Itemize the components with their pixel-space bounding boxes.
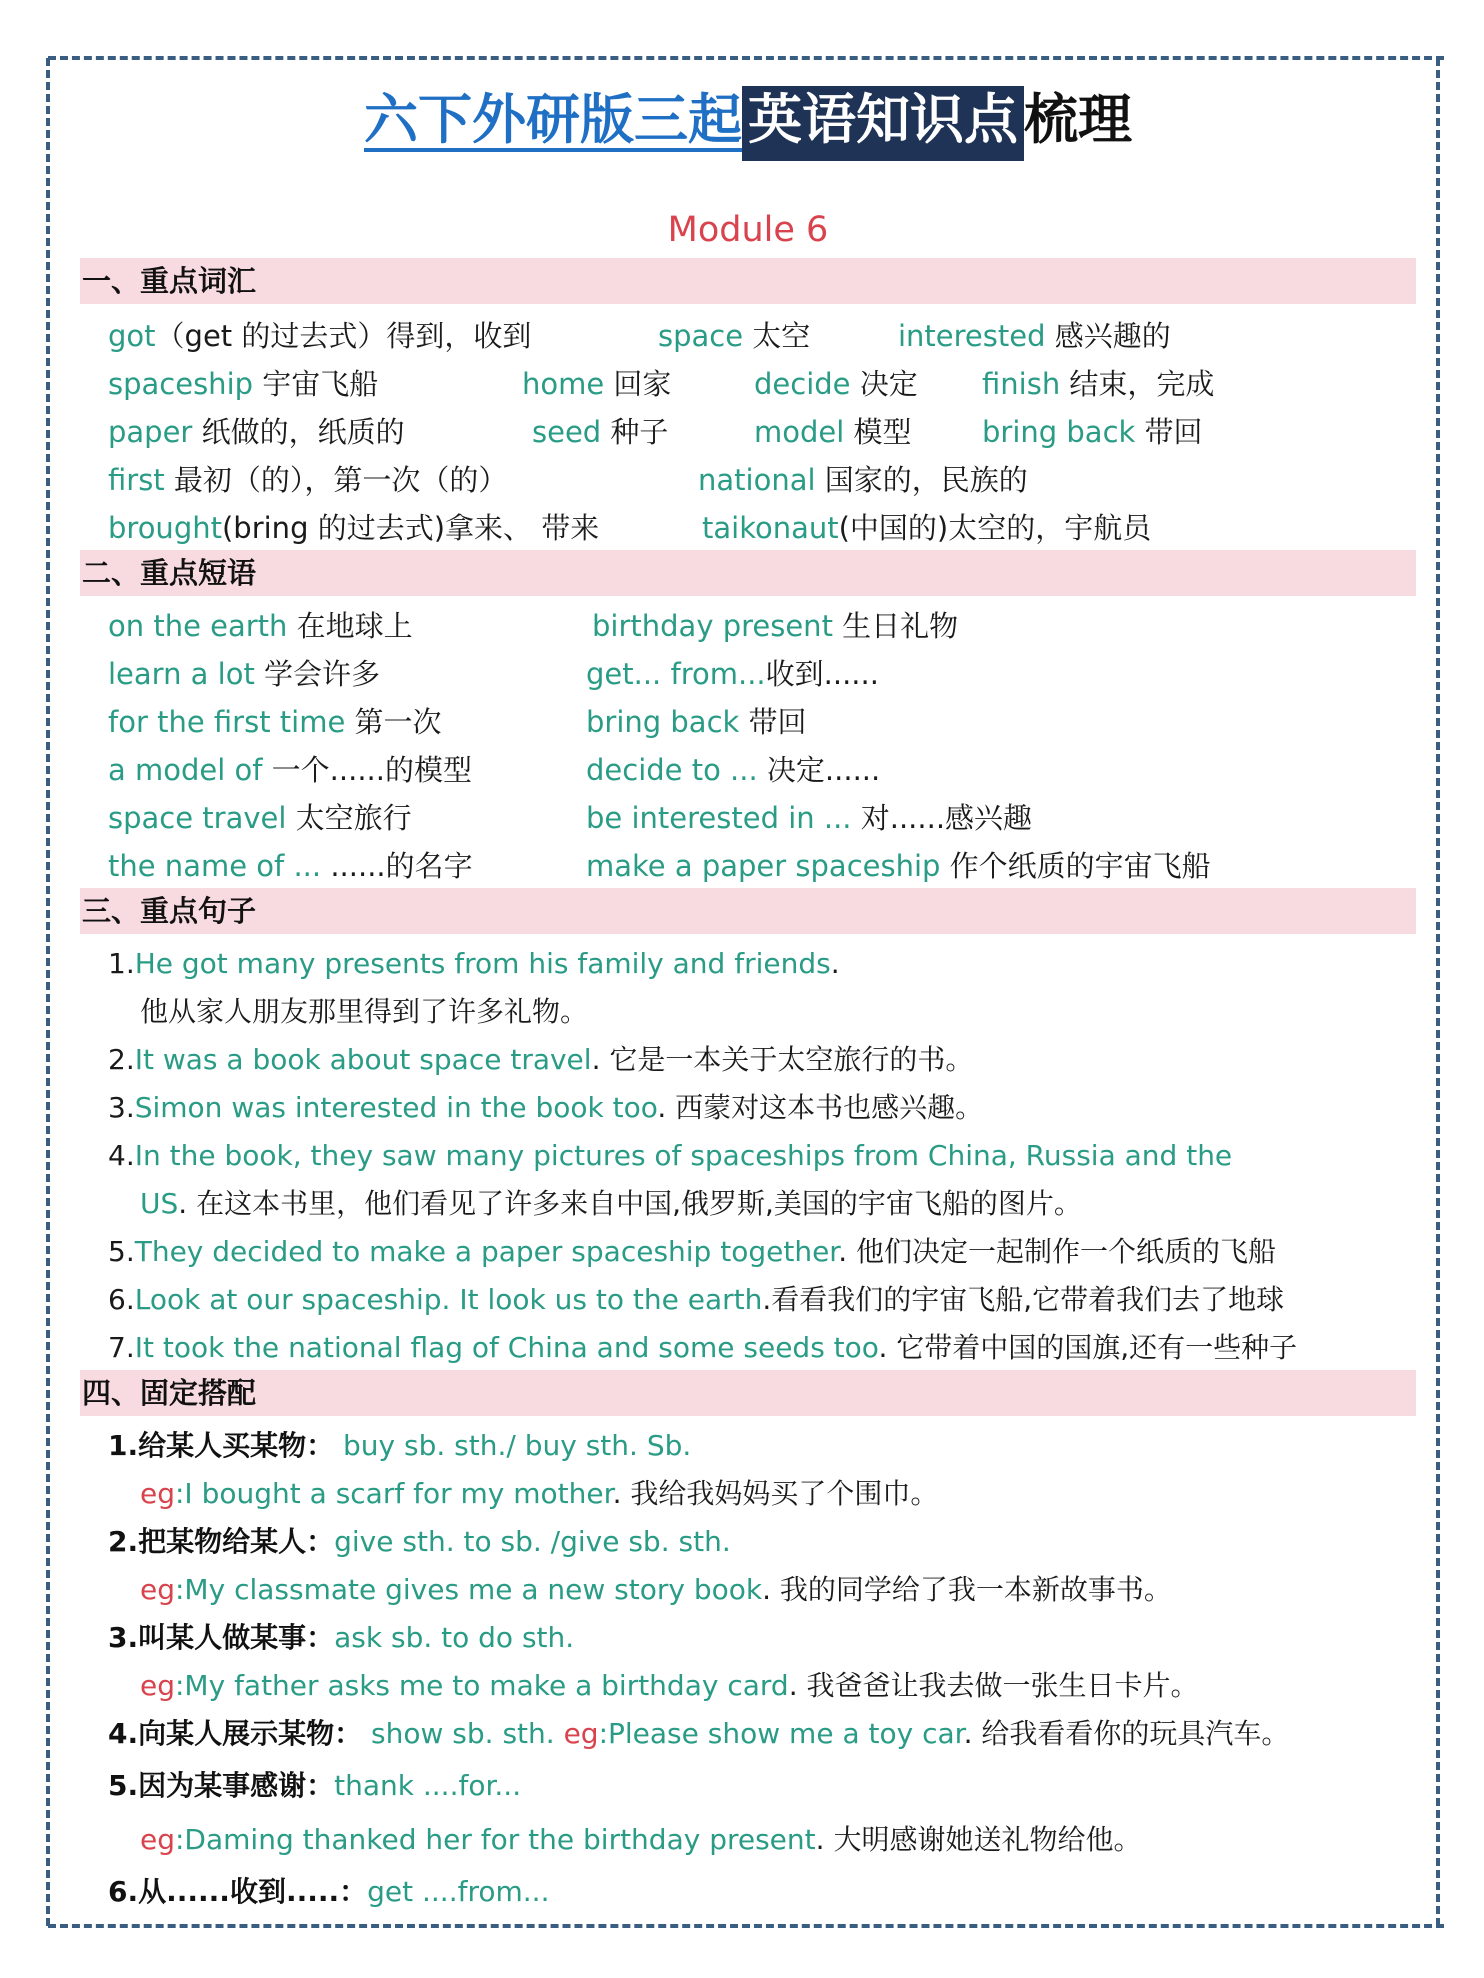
sentence-translation: 他从家人朋友那里得到了许多礼物。 <box>140 995 589 1028</box>
title-part-2: 英语知识点 <box>742 86 1024 153</box>
vocab-item: national 国家的，民族的 <box>698 463 1028 497</box>
module-heading: Module 6 <box>667 210 829 250</box>
phrase-item: the name of ... ......的名字 <box>108 849 473 883</box>
collocation-example: eg:Daming thanked her for the birthday present. 大明感谢她送礼物给他。 <box>140 1823 1142 1856</box>
sentence-item: 4.In the book, they saw many pictures of spaceships from China, Russia and the <box>108 1139 1233 1172</box>
title-part-3: 梳理 <box>1024 88 1132 151</box>
sentence-item: 7.It took the national flag of China and some seeds too. 它带着中国的国旗,还有一些种子 <box>108 1331 1298 1364</box>
frame-border-bottom <box>48 1924 1444 1928</box>
vocab-item: spaceship 宇宙飞船 <box>108 367 379 401</box>
phrase-item: for the first time 第一次 <box>108 705 442 739</box>
phrase-item: get... from...收到...... <box>586 657 879 691</box>
phrase-item: space travel 太空旅行 <box>108 801 412 835</box>
section-heading-collocations: 四、固定搭配 <box>80 1370 1416 1416</box>
sentence-item: 6.Look at our spaceship. It look us to the earth.看看我们的宇宙飞船,它带着我们去了地球 <box>108 1283 1285 1316</box>
collocation-item: 3.叫某人做某事：ask sb. to do sth. <box>108 1621 575 1654</box>
phrase-item: bring back 带回 <box>586 705 807 739</box>
collocation-example: eg:My father asks me to make a birthday card. 我爸爸让我去做一张生日卡片。 <box>140 1669 1199 1702</box>
vocab-item: interested 感兴趣的 <box>898 319 1171 353</box>
section-heading-phrases: 二、重点短语 <box>80 550 1416 596</box>
vocab-item: taikonaut(中国的)太空的，宇航员 <box>702 511 1152 545</box>
vocab-item: paper 纸做的，纸质的 <box>108 415 405 449</box>
collocation-item: 6.从......收到.....：get ....from... <box>108 1875 550 1908</box>
title-part-1: 六下外研版三起 <box>364 88 742 151</box>
section-heading-sentences: 三、重点句子 <box>80 888 1416 934</box>
collocation-example: eg:I bought a scarf for my mother. 我给我妈妈买了个围巾。 <box>140 1477 939 1510</box>
collocation-example: eg:My classmate gives me a new story book. 我的同学给了我一本新故事书。 <box>140 1573 1172 1606</box>
vocab-item: got（get 的过去式）得到，收到 <box>108 319 532 353</box>
vocab-item: space 太空 <box>658 319 811 353</box>
frame-border-left <box>46 58 50 1926</box>
vocab-item: seed 种子 <box>532 415 669 449</box>
vocab-item: home 回家 <box>522 367 672 401</box>
collocation-item: 5.因为某事感谢：thank ....for... <box>108 1769 522 1802</box>
collocation-item: 1.给某人买某物： buy sb. sth./ buy sth. Sb. <box>108 1429 692 1462</box>
frame-border-top <box>48 56 1444 60</box>
phrase-item: learn a lot 学会许多 <box>108 657 381 691</box>
phrase-item: birthday present 生日礼物 <box>592 609 959 643</box>
section-heading-vocab: 一、重点词汇 <box>80 258 1416 304</box>
phrase-item: a model of 一个......的模型 <box>108 753 472 787</box>
phrase-item: be interested in ... 对......感兴趣 <box>586 801 1033 835</box>
sentence-item: 3.Simon was interested in the book too. 西蒙对这本书也感兴趣。 <box>108 1091 984 1124</box>
vocab-item: bring back 带回 <box>982 415 1203 449</box>
phrase-item: decide to ... 决定...... <box>586 753 881 787</box>
collocation-item: 4.向某人展示某物： show sb. sth. eg:Please show me a toy car. 给我看看你的玩具汽车。 <box>108 1717 1290 1750</box>
frame-border-right <box>1436 58 1440 1926</box>
sentence-item: 1.He got many presents from his family and friends. <box>108 947 840 980</box>
collocation-item: 2.把某物给某人：give sth. to sb. /give sb. sth. <box>108 1525 731 1558</box>
vocab-item: first 最初（的），第一次（的） <box>108 463 508 497</box>
vocab-item: model 模型 <box>754 415 912 449</box>
page-title <box>80 82 1416 158</box>
sentence-translation: US. 在这本书里，他们看见了许多来自中国,俄罗斯,美国的宇宙飞船的图片。 <box>140 1187 1082 1220</box>
phrase-item: on the earth 在地球上 <box>108 609 413 643</box>
phrase-item: make a paper spaceship 作个纸质的宇宙飞船 <box>586 849 1211 883</box>
vocab-item: finish 结束，完成 <box>982 367 1215 401</box>
vocab-item: brought(bring 的过去式)拿来、 带来 <box>108 511 600 545</box>
sentence-item: 2.It was a book about space travel. 它是一本关于太空旅行的书。 <box>108 1043 974 1076</box>
sentence-item: 5.They decided to make a paper spaceship together. 他们决定一起制作一个纸质的飞船 <box>108 1235 1277 1268</box>
vocab-item: decide 决定 <box>754 367 918 401</box>
